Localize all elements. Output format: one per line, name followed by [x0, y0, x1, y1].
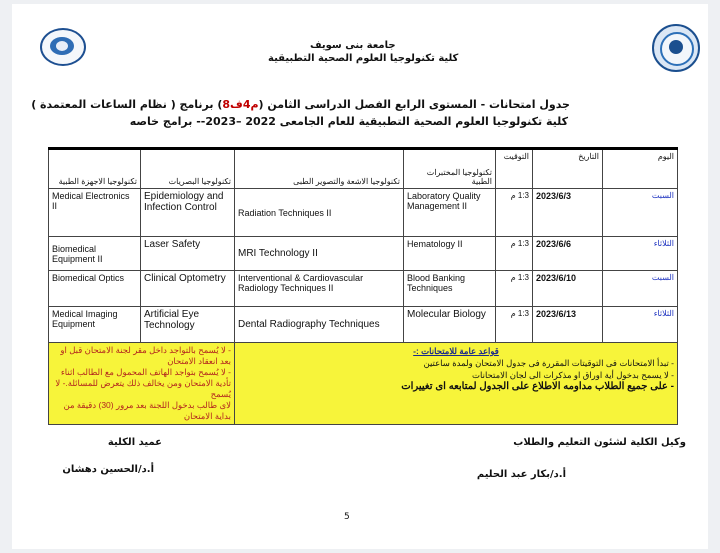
cell-time: 1:3 م: [496, 189, 533, 237]
cell-radiology: MRI Technology II: [235, 237, 404, 271]
table-row: [49, 271, 678, 307]
cell-optics: Epidemiology and Infection Control: [141, 189, 235, 237]
faculty-logo: [652, 24, 700, 72]
col-radiology: تكنولوجيا الاشعة والتصوير الطبى: [235, 149, 404, 189]
schedule-title: جدول امتحانات - المستوى الرابع الفصل الدراسى الثامن (م4ف8) برنامج ( نظام الساعات المعتمدة ): [31, 98, 570, 111]
cell-lab: Molecular Biology: [404, 307, 496, 343]
rule-item: لاى طالب بدخول اللجنة بعد مرور (30) دقيقة من بداية الامتحان: [63, 400, 231, 421]
cell-optics: Clinical Optometry: [141, 271, 235, 307]
page-number: 5: [344, 512, 350, 522]
cell-devices: Medical Imaging Equipment: [49, 307, 141, 343]
cell-devices: Biomedical Optics: [49, 271, 141, 307]
cell-time: 1:3 م: [496, 271, 533, 307]
rule-item: - لا يسمح بدخول أية اوراق او مذكرات الى لجان الامتحانات: [472, 370, 674, 380]
cell-date: 2023/6/10: [533, 271, 603, 307]
cell-lab: Hematology II: [404, 237, 496, 271]
cell-devices: Medical Electronics II: [49, 189, 141, 237]
col-date: التاريخ: [533, 149, 603, 189]
cell-radiology: Radiation Techniques II: [235, 189, 404, 237]
table-header-row: [49, 149, 678, 189]
col-devices: تكنولوجيا الاجهزة الطبية: [49, 149, 141, 189]
cell-radiology: Dental Radiography Techniques: [235, 307, 404, 343]
table-row: [49, 189, 678, 237]
level-code: م4ف8: [222, 98, 259, 111]
rule-item: - تبدأ الامتحانات فى التوقيتات المقررة فى جدول الامتحان ولمدة ساعتين: [423, 358, 674, 368]
cell-time: 1:3 م: [496, 237, 533, 271]
vice-dean-title: وكيل الكلية لشئون التعليم والطلاب: [513, 437, 686, 448]
cell-optics: Laser Safety: [141, 237, 235, 271]
cell-lab: Blood Banking Techniques: [404, 271, 496, 307]
cell-optics: Artificial Eye Technology: [141, 307, 235, 343]
col-optics: تكنولوجيا البصريات: [141, 149, 235, 189]
rule-item: - لا يُسمح بالتواجد داخل مقر لجنة الامتحان قبل او بعد انعقاد الامتحان: [60, 345, 231, 366]
rule-item: - على جميع الطلاب مداومه الاطلاع على الجدول لمتابعه اى تغييرات: [401, 381, 674, 392]
cell-time: 1:3 م: [496, 307, 533, 343]
cell-date: 2023/6/3: [533, 189, 603, 237]
cell-devices: Biomedical Equipment II: [49, 237, 141, 271]
col-time: التوقيت: [496, 149, 533, 189]
rules-right-cell: [235, 343, 678, 425]
cell-day: الثلاثاء: [603, 237, 678, 271]
exam-schedule-table: [48, 147, 678, 425]
col-lab: تكنولوجيا المختبرات الطبية: [404, 149, 496, 189]
schedule-subtitle: كلية تكنولوجيا العلوم الصحية التطبيقية للعام الجامعى 2022 –2023-- برامج خاصه: [129, 115, 568, 128]
cell-lab: Laboratory Quality Management II: [404, 189, 496, 237]
rule-item: - لا يُسمح بتواجد الهاتف المحمول مع الطالب اثناء تأدية الامتحان ومن يخالف ذلك يتعرض للمسائلة.- لا يُسمح: [55, 367, 231, 399]
vice-dean-name: أ.د/بكار عبد الحليم: [476, 469, 566, 480]
university-name: جامعة بنى سويف: [310, 40, 396, 51]
rules-left-cell: [49, 343, 235, 425]
rules-row: [49, 343, 678, 425]
col-day: اليوم: [603, 149, 678, 189]
cell-day: الثلاثاء: [603, 307, 678, 343]
faculty-name: كلية تكنولوجيا العلوم الصحية التطبيقية: [268, 53, 459, 64]
table-row: [49, 237, 678, 271]
rules-title: قواعد عامة للامتحانات :-: [413, 346, 499, 356]
cell-date: 2023/6/13: [533, 307, 603, 343]
cell-day: السبت: [603, 189, 678, 237]
table-row: [49, 307, 678, 343]
cell-radiology: Interventional & Cardiovascular Radiology Techniques II: [235, 271, 404, 307]
cell-date: 2023/6/6: [533, 237, 603, 271]
dean-name: أ.د/الحسين دهشان: [62, 464, 154, 475]
dean-title: عميد الكلية: [107, 437, 162, 448]
cell-day: السبت: [603, 271, 678, 307]
university-logo: [40, 28, 86, 66]
